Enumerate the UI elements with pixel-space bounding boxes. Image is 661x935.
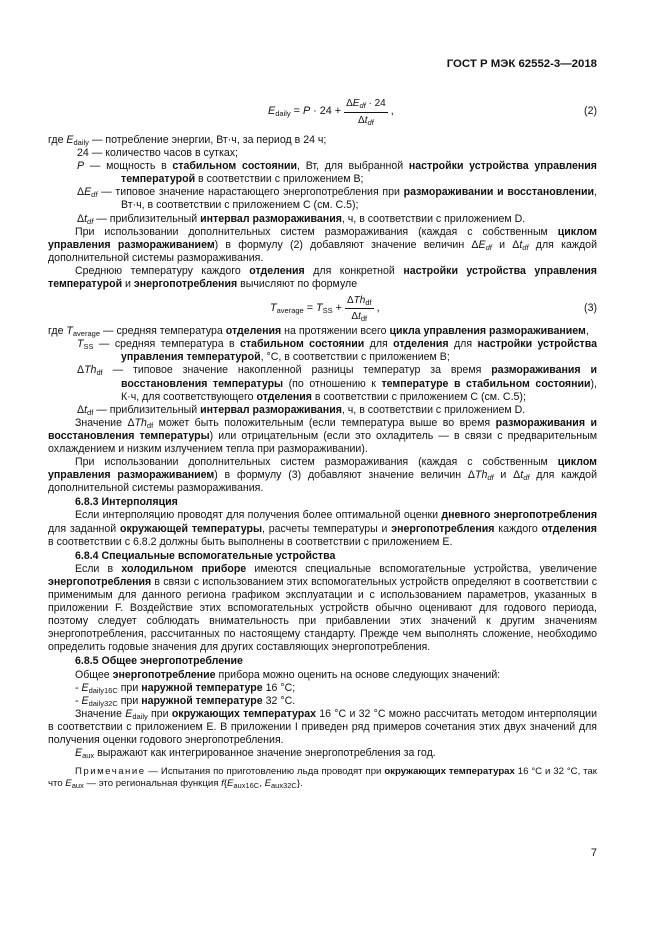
paragraph: где $T_{average}$ — средняя температура отделения на протяжении всего цикла управления размораживанием, [48,325,589,339]
paragraph: $\Delta t_{df}$ — приблизительный интервал размораживания, ч, в соответствии с приложением D. [77,212,526,226]
formula-2: $E_{daily} = P \cdot 24$ + $\frac{\Delta E_{df} \cdot 24}{\Delta t_{df}}$ , (2) [268,98,597,127]
list-item: - $E_{daily32C}$ при наружной температуре 32 °С. [75,694,296,708]
paragraph: Среднюю температуру каждого отделения для конкретной настройки устройства управления температурой и энергопотребления вычисляют по формуле [48,264,597,291]
paragraph: ΔTh$_{df}$ — типовое значение накопленной разницы температур за время размораживания и восстановления температуры (по отношению к температуре в стабильном состоянии), К·ч, для соответствующего отделения в соответствии с приложением С (см. С.5); [77,364,598,403]
section-heading-6-8-3: 6.8.3 Интерполяция [75,496,178,509]
formula-3: $T_{average} = T_{SS}$ + $\frac{\Delta Th_{df}}{\Delta t_{df}}$ , (3) [270,294,597,323]
paragraph: Значение ΔTh$_{df}$ может быть положительным (если температура выше во время размораживания и восстановления температуры) или отрицательным (если это охладитель — в связи с предварительным охлаждением и низким излучением тепла при размораживании). [48,416,597,455]
paragraph: $T_{SS}$ — средняя температура в стабильном состоянии для отделения для настройки устройства управления температурой, °С, в соответствии с приложением В; [77,338,597,364]
paragraph: При использовании дополнительных систем размораживания (каждая с собственным циклом управления размораживанием) в формулу (3) добавляют значение величин ΔTh$_{df}$ и $\Delta t_{df}$ для каждой дополнительной системы размораживания. [48,456,597,495]
paragraph: Если в холодильном приборе имеются специальные вспомогательные устройства, увеличение энергопотребления в связи с использованием этих вспомогательных устройств определяют в соответствии с применимым для данного региона графиком эксплуатации и с использованием параметров, указанных в приложении F. Воздействие этих вспомогательных устройств обычно оценивают для годового периода, поэтому следует соблюдать внимательность при прибавлении этих значений к другим значениям энергопотребления, рассчитанных по настоящему стандарту. Прежде чем выполнять сложение, необходимо определить годовые значения для других составляющих энергопотребления. [48,562,597,654]
section-heading-6-8-4: 6.8.4 Специальные вспомогательные устройства [75,549,336,562]
paragraph: $E_{aux}$ выражают как интегрированное значение энергопотребления за год. [75,747,436,761]
formula-2-number: (2) [584,105,597,118]
paragraph: Если интерполяцию проводят для получения более оптимальной оценки дневного энергопотребления для заданной окружающей температуры, расчеты температуры и энергопотребления каждого отделения в соответствии с 6.8.2 должны быть выполнены в соответствии с приложением Е. [48,509,598,548]
paragraph: 24 — количество часов в сутках; [77,147,238,160]
paragraph: Значение $E_{daily}$ при окружающих температурах 16 °С и 32 °С можно рассчитать методом интерполяции в соответствии с приложением Е. В приложении I приведен ряд примеров сочетания этих двух значений для получения оценки годового энергопотребления. [48,707,597,747]
document-header: ГОСТ Р МЭК 62552-3—2018 [446,58,597,70]
paragraph: где $E_{daily}$ — потребление энергии, Вт·ч, за период в 24 ч; [48,134,327,147]
paragraph: Общее энергопотребление прибора можно оценить на основе следующих значений: [75,668,501,681]
document-body [48,94,597,790]
note: Примечание — Испытания по приготовлению льда проводят при окружающих температурах 16 °С и 32 °С, так что $E_{aux}$ — это региональная функция $f\{E_{aux16C}$, $E_{aux32C}$}. [48,766,597,791]
list-item: - $E_{daily16C}$ при наружной температуре 16 °С; [75,681,296,695]
paragraph: P — мощность в стабильном состоянии, Вт, для выбранной настройки устройства управления температурой в соответствии с приложением В; [77,160,597,186]
paragraph: $\Delta E_{df}$ — типовое значение нарастающего энергопотребления при размораживании и восстановлении, Вт·ч, в соответствии с приложением С (см. С.5); [77,186,597,212]
page-number: 7 [590,847,597,859]
formula-3-number: (3) [584,301,597,314]
paragraph: При использовании дополнительных систем размораживания (каждая с собственным циклом управления размораживанием) в формулу (2) добавляют значение величин $\Delta E_{df}$ и $\Delta t_{df}$ для каждой дополнительной системы размораживания. [48,225,597,264]
section-heading-6-8-5: 6.8.5 Общее энергопотребление [75,655,243,668]
paragraph: $\Delta t_{df}$ — приблизительный интервал размораживания, ч, в соответствии с приложением D. [77,403,526,417]
